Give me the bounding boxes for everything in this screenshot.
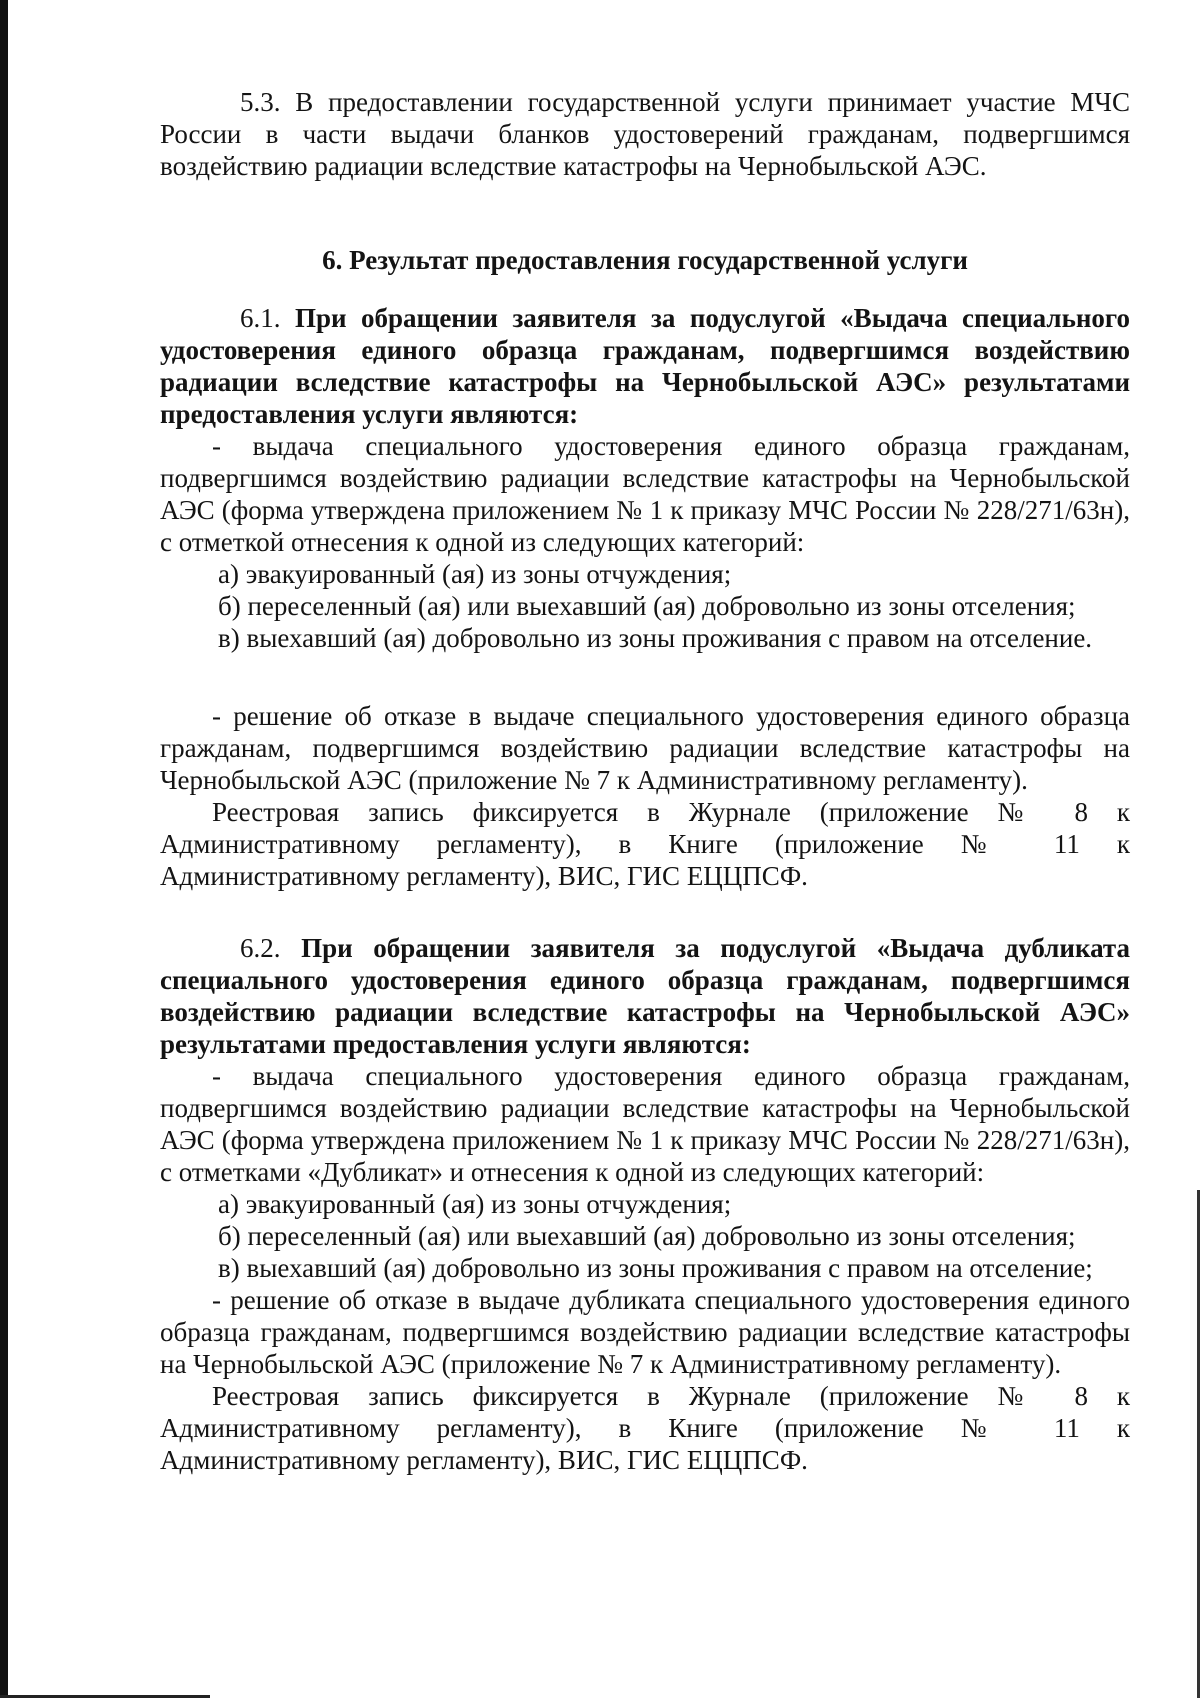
paragraph-6-2-intro (160, 932, 1130, 1060)
paragraph-6-1-intro (160, 302, 1130, 430)
list-item-6-1-c: в) выехавший (ая) добровольно из зоны проживания с правом на отселение. (218, 623, 1093, 653)
paragraph-6-1-refusal: - решение об отказе в выдаче специального удостоверения единого образца гражданам, подвергшимся воздействию радиации вследствие катастрофы на Чернобыльской АЭС (приложение № 7 к Административному регламенту). (160, 701, 1130, 795)
paragraph-6-1-issue: - выдача специального удостоверения единого образца гражданам, подвергшимся воздействию радиации вследствие катастрофы на Чернобыльской АЭС (форма утверждена приложением № 1 к приказу МЧС России № 228/271/63н), с отметкой отнесения к одной из следующих категорий: (160, 431, 1130, 557)
clause-6-2-bold-text: При обращении заявителя за подуслугой «Выдача дубликата специального удостоверения единого образца гражданам, подвергшимся воздействию радиации вследствие катастрофы на Чернобыльской АЭС» результатами предоставления услуги являются: (160, 933, 1131, 1059)
list-item-6-2-b: б) переселенный (ая) или выехавший (ая) добровольно из зоны отселения; (218, 1221, 1076, 1251)
list-item-6-1-a: а) эвакуированный (ая) из зоны отчуждения; (218, 559, 732, 589)
section-6-heading: 6. Результат предоставления государственной услуги (322, 245, 968, 275)
clause-number-6-1: 6.1. (240, 303, 295, 333)
paragraph-6-1-registry: Реестровая запись фиксируется в Журнале (приложение № 8 к Административному регламенту), в Книге (приложение № 11 к Административному регламенту), ВИС, ГИС ЕЦЦПСФ. (160, 797, 1130, 891)
scan-left-edge (0, 0, 8, 1698)
clause-6-1-bold-text: При обращении заявителя за подуслугой «Выдача специального удостоверения единого образца гражданам, подвергшимся воздействию радиации вследствие катастрофы на Чернобыльской АЭС» результатами предоставления услуги являются: (160, 303, 1130, 429)
list-item-6-2-a: а) эвакуированный (ая) из зоны отчуждения; (218, 1189, 732, 1219)
list-item-6-1-b: б) переселенный (ая) или выехавший (ая) добровольно из зоны отселения; (218, 591, 1076, 621)
paragraph-6-2-issue: - выдача специального удостоверения единого образца гражданам, подвергшимся воздействию радиации вследствие катастрофы на Чернобыльской АЭС (форма утверждена приложением № 1 к приказу МЧС России № 228/271/63н), с отметками «Дубликат» и отнесения к одной из следующих категорий: (160, 1061, 1130, 1187)
paragraph-6-2-refusal: - решение об отказе в выдаче дубликата специального удостоверения единого образца гражданам, подвергшимся воздействию радиации вследствие катастрофы на Чернобыльской АЭС (приложение № 7 к Административному регламенту). (160, 1285, 1130, 1379)
clause-number-6-2: 6.2. (240, 933, 302, 963)
list-item-6-2-c: в) выехавший (ая) добровольно из зоны проживания с правом на отселение; (218, 1253, 1093, 1283)
document-page (160, 86, 1130, 1476)
paragraph-6-2-registry: Реестровая запись фиксируется в Журнале (приложение № 8 к Административному регламенту), в Книге (приложение № 11 к Административному регламенту), ВИС, ГИС ЕЦЦПСФ. (160, 1381, 1130, 1475)
paragraph-5-3: 5.3. В предоставлении государственной услуги принимает участие МЧС России в части выдачи бланков удостоверений гражданам, подвергшимся воздействию радиации вследствие катастрофы на Чернобыльской АЭС. (160, 87, 1130, 181)
